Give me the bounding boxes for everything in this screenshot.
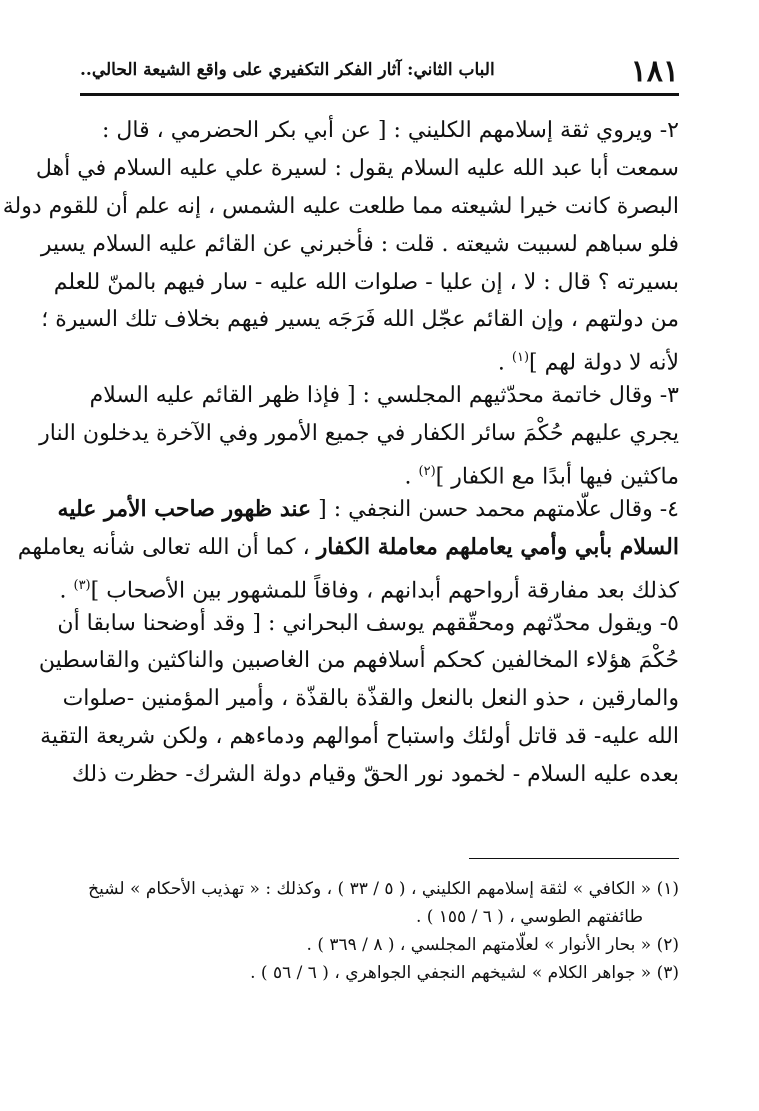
- footnote-marker-1: (١): [511, 350, 530, 366]
- body-line-text: ماكثين فيها أبدًا مع الكفار ]: [435, 464, 679, 490]
- body-line-text: ، كما أن الله تعالى شأنه يعاملهم: [17, 534, 310, 560]
- bold-quote: السلام بأبي وأمي يعاملهم معاملة الكفار: [316, 533, 679, 560]
- body-line: [17, 529, 679, 567]
- body-line: بسيرته ؟ قال : لا ، إن عليا - صلوات الله عليه - سار فيهم بالمنّ للعلم: [53, 269, 679, 295]
- body-line: [80, 453, 679, 491]
- body-line-text: ٤- وقال علّامتهم محمد حسن النجفي : [: [318, 496, 679, 522]
- body-line: [80, 339, 679, 377]
- sentence-end: .: [497, 350, 505, 376]
- sentence-end: .: [59, 578, 67, 604]
- body-line-text: لأنه لا دولة لهم ]: [529, 350, 679, 376]
- main-text: [2, 112, 679, 794]
- footnote-text: « الكافي » لثقة إسلامهم الكليني ، ( ٥ / ٣٣ ) ، وكذلك : « تهذيب الأحكام » لشيخ: [88, 879, 652, 899]
- footnote-separator: [469, 858, 679, 859]
- body-line: ٥- ويقول محدّثهم ومحقّقهم يوسف البحراني : [ وقد أوضحنا سابقا أن: [57, 610, 679, 636]
- body-line: [59, 567, 679, 605]
- footnote-continuation: طائفتهم الطوسي ، ( ٦ / ١٥٥ ) .: [415, 907, 643, 927]
- footnote: [80, 959, 679, 987]
- running-title: الباب الثاني: آثار الفكر التكفيري على واقع الشيعة الحالي..: [80, 60, 495, 80]
- body-line: بعده عليه السلام - لخمود نور الحقّ وقيام دولة الشرك- حظرت ذلك: [71, 762, 679, 788]
- footnote-text: « جواهر الكلام » لشيخهم النجفي الجواهري ، ( ٦ / ٥٦ ) .: [250, 963, 652, 983]
- footnote-number: (٣): [656, 963, 679, 983]
- footnote: [80, 931, 679, 959]
- body-line: ٣- وقال خاتمة محدّثيهم المجلسي : [ فإذا ظهر القائم عليه السلام: [89, 383, 679, 409]
- body-line: ٢- ويروي ثقة إسلامهم الكليني : [ عن أبي بكر الحضرمي ، قال :: [102, 118, 679, 143]
- body-line: الله عليه- قد قاتل أولئك واستباح أموالهم ودماءهم ، ولكن شريعة التقية: [40, 724, 679, 750]
- body-line: من دولتهم ، وإن القائم عجّل الله فَرَجَه يسير فيهم بخلاف تلك السيرة ؛: [41, 307, 679, 333]
- footnote-number: (٢): [656, 935, 679, 955]
- footnotes: [80, 875, 679, 987]
- footnote-text: « بحار الأنوار » لعلّامتهم المجلسي ، ( ٨ / ٣٦٩ ) .: [306, 935, 652, 955]
- page-number: ١٨١: [630, 54, 679, 89]
- body-line: والمارقين ، حذو النعل بالنعل والقذّة بالقذّة ، وأمير المؤمنين -صلوات: [62, 686, 679, 712]
- body-line: سمعت أبا عبد الله عليه السلام يقول : لسيرة علي عليه السلام في أهل: [35, 155, 679, 181]
- footnote-marker-3: (٣): [73, 577, 91, 593]
- body-line: البصرة كانت خيرا لشيعته مما طلعت عليه الشمس ، إنه علم أن للقوم دولة: [2, 193, 679, 219]
- bold-quote: عند ظهور صاحب الأمر عليه: [57, 495, 312, 522]
- page-header: [80, 52, 679, 92]
- header-rule: [80, 93, 679, 96]
- footnote: [80, 875, 679, 903]
- body-line: [57, 491, 679, 529]
- footnote-number: (١): [656, 879, 679, 899]
- footnote-marker-2: (٢): [418, 464, 436, 480]
- sentence-end: .: [404, 464, 412, 490]
- body-line-text: كذلك بعد مفارقة أرواحهم أبدانهم ، وفاقاً للمشهور بين الأصحاب ]: [90, 578, 679, 604]
- body-line: يجري عليهم حُكْمَ سائر الكفار في جميع الأمور وفي الآخرة يدخلون النار: [39, 421, 679, 447]
- body-line: فلو سباهم لسبيت شيعته . قلت : فأخبرني عن القائم عليه السلام يسير: [40, 231, 679, 257]
- body-line: حُكْمَ هؤلاء المخالفين كحكم أسلافهم من الغاصبين والناكثين والقاسطين: [38, 648, 679, 674]
